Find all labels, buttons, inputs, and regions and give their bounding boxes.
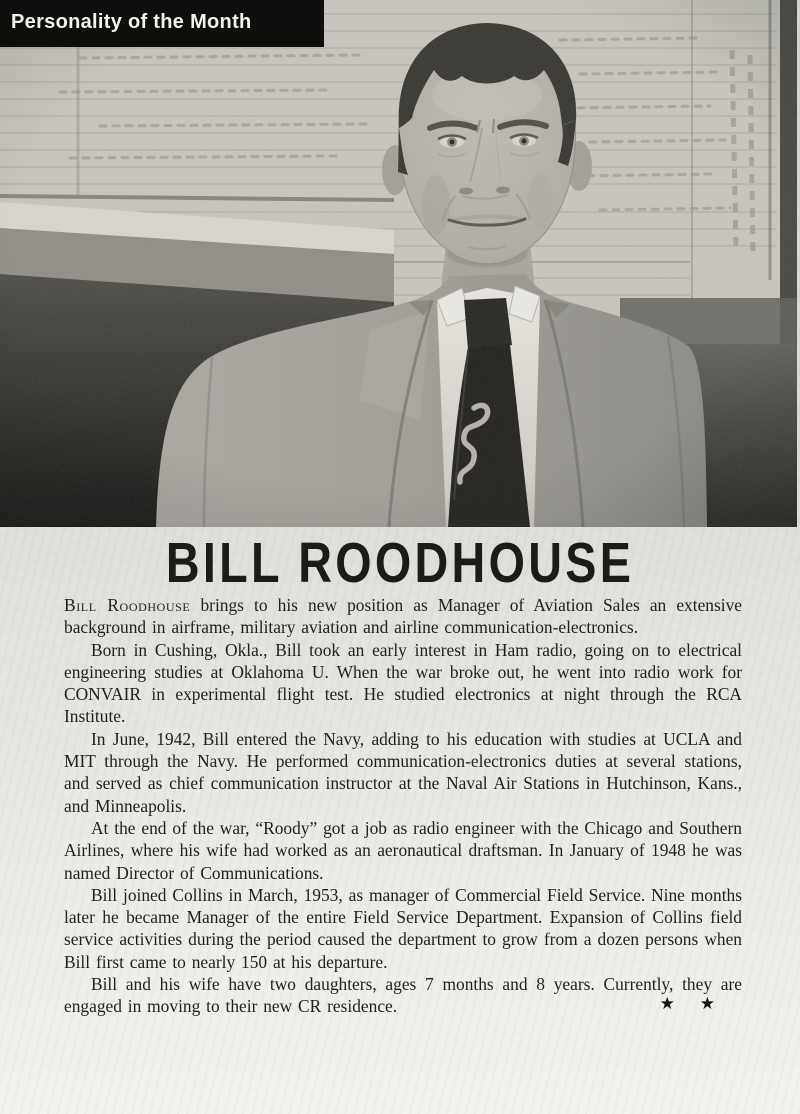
paragraph-text: Born in Cushing, Okla., Bill took an early interest in Ham radio, going on to electrical engineering studies at Oklahoma U. When the war broke out, he went into radio work for CONVAIR in experimental flight test. He studied electronics at night through the RCA Institute. xyxy=(64,639,742,727)
banner-label: Personality of the Month xyxy=(11,11,252,33)
end-of-article-stars: ★ ★ xyxy=(659,994,724,1015)
paragraph xyxy=(64,884,742,973)
paragraph-text: Bill joined Collins in March, 1953, as manager of Commercial Field Service. Nine months later he became Manager of the entire Field Service Department. Expansion of Collins field service activities during the period caused the department to grow from a dozen persons when Bill first came to nearly 150 at his departure. xyxy=(64,884,742,972)
photo-vignette xyxy=(0,0,797,527)
paragraph xyxy=(64,973,742,1018)
paragraph xyxy=(64,594,742,639)
paragraph-text: Bill and his wife have two daughters, ages 7 months and 8 years. Currently, they are engaged in moving to their new CR residence. xyxy=(64,974,742,1017)
paragraph-text: At the end of the war, “Roody” got a job as radio engineer with the Chicago and Southern Airlines, where his wife had worked as an aeronautical draftsman. In January of 1948 he was named Director of Communications. xyxy=(64,817,742,883)
article-body xyxy=(64,594,742,1018)
paragraph xyxy=(64,817,742,884)
lead-name: Bill Roodhouse xyxy=(64,595,191,615)
banner xyxy=(0,0,324,47)
paragraph xyxy=(64,728,742,817)
paragraph-text: brings to his new position as Manager of Aviation Sales an extensive background in airframe, military aviation and airline communication-electronics. xyxy=(64,595,742,638)
paragraph xyxy=(64,639,742,728)
paragraph-text: In June, 1942, Bill entered the Navy, adding to his education with studies at UCLA and MIT through the Navy. He performed communication-electronics duties at several stations, and served as chief communication instructor at the Naval Air Stations in Hutchinson, Kans., and Minneapolis. xyxy=(64,728,742,816)
page-title: BILL ROODHOUSE xyxy=(165,531,635,595)
portrait-photo xyxy=(0,0,797,527)
portrait-photo-art xyxy=(0,0,797,527)
